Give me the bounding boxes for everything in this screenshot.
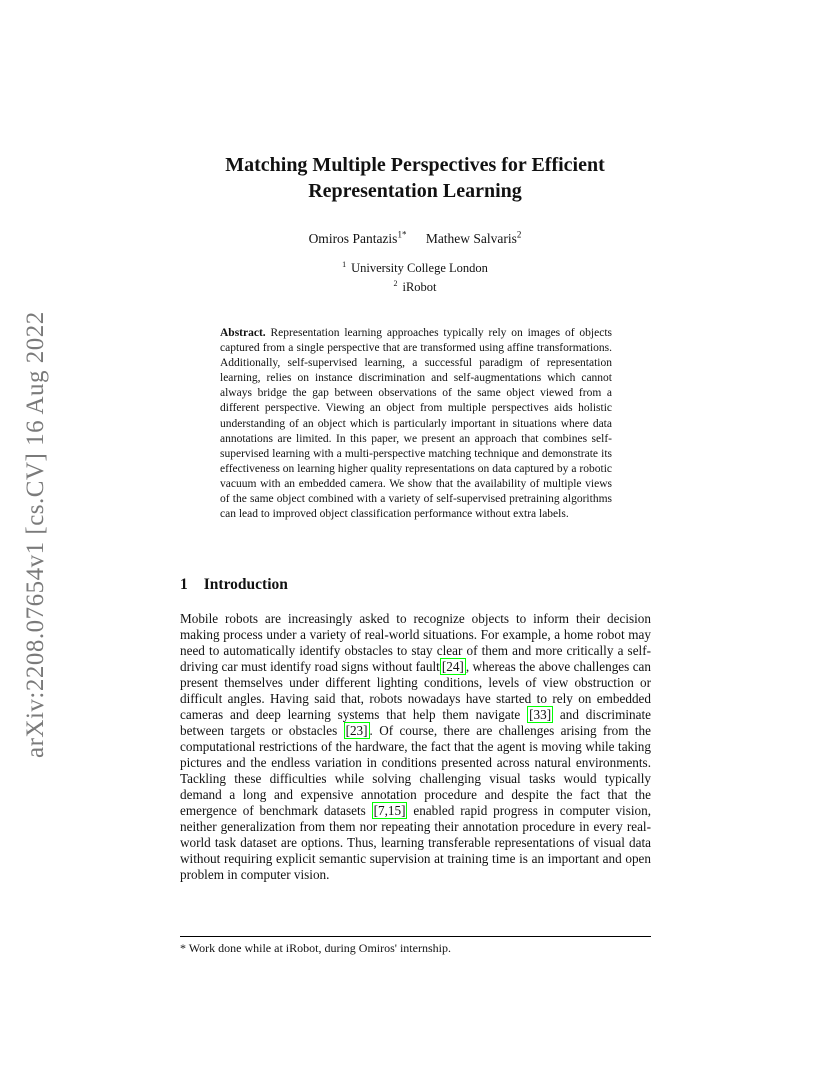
affiliation-2-name: iRobot xyxy=(402,280,437,295)
abstract xyxy=(220,326,612,522)
body-text-2: , whereas the above challenges can present themselves under different lighting conditions, levels of view obstruction or difficult angles. Having said that, robots nowadays have started to rely on embedded cameras and deep learning systems that help them navigate xyxy=(180,659,651,722)
citation-link[interactable]: [7,15] xyxy=(373,803,406,818)
body-text-4: . Of course, there are challenges arising from the computational restrictions of the hardware, the fact that the agent is moving while taking pictures and the endless variation in conditions presented across natural environments. Tackling these difficulties while solving challenging visual tasks would typically demand a long and expensive annotation procedure and despite the fact that the emergence of benchmark datasets xyxy=(180,723,651,818)
author-2-name: Mathew Salvaris xyxy=(425,230,517,246)
body-text-3: and discriminate between targets or obstacles xyxy=(180,707,651,738)
affiliation-2 xyxy=(180,276,650,295)
title-line-1: Matching Multiple Perspectives for Efficient xyxy=(225,154,605,176)
author-1 xyxy=(309,231,407,246)
affiliation-1-mark: 1 xyxy=(342,260,347,269)
author-2 xyxy=(426,231,522,246)
title-line-2: Representation Learning xyxy=(308,180,522,202)
citation-link[interactable]: [33] xyxy=(529,707,552,722)
body-text-1: Mobile robots are increasingly asked to recognize objects to inform their decision making process under a variety of real-world situations. For example, a home robot may need to automatically identify obstacles to stay clear of them and more critically a self-driving car must identify road signs without fault xyxy=(180,611,651,674)
section-title: Introduction xyxy=(203,576,288,593)
affiliation-2-mark: 2 xyxy=(393,279,398,289)
author-list xyxy=(180,229,650,247)
citation-link[interactable]: [24] xyxy=(441,659,464,674)
affiliation-list xyxy=(180,257,650,295)
author-2-mark: 2 xyxy=(516,229,522,239)
affiliation-1 xyxy=(180,257,650,276)
author-1-mark: 1* xyxy=(397,229,407,239)
citation-link[interactable]: [23] xyxy=(345,723,368,738)
section-number: 1 xyxy=(180,576,188,593)
footnote: * Work done while at iRobot, during Omiros' internship. xyxy=(180,941,451,955)
author-1-name: Omiros Pantazis xyxy=(308,230,398,246)
introduction-paragraph xyxy=(180,611,651,883)
abstract-text: Representation learning approaches typically rely on images of objects captured from a single perspective that are transformed using affine transformations. Additionally, self-supervised learning, a successful paradigm of representation learning, relies on instance discrimination and self-augmentations which cannot always bridge the gap between observations of the same object viewed from a different perspective. Viewing an object from multiple perspectives aids holistic understanding of an object which is particularly important in situations where data annotations are limited. In this paper, we present an approach that combines self-supervised learning with a multi-perspective matching technique and demonstrate its effectiveness on learning higher quality representations on data captured by a robotic vacuum with an embedded camera. We show that the availability of multiple views of the same object combined with a variety of self-supervised pretraining algorithms can lead to improved object classification performance without extra labels. xyxy=(220,327,612,521)
body-text-5: enabled rapid progress in computer vision, neither generalization from them nor repeating their annotation procedure in every real-world task dataset are options. Thus, learning transferable representations of visual data without requiring explicit semantic supervision at training time is an important and open problem in computer vision. xyxy=(180,803,651,882)
footnote-divider xyxy=(180,936,651,937)
paper-title xyxy=(180,152,650,204)
arxiv-identifier: arXiv:2208.07654v1 [cs.CV] 16 Aug 2022 xyxy=(22,311,49,758)
abstract-label: Abstract. xyxy=(220,327,266,339)
affiliation-1-name: University College London xyxy=(351,261,488,276)
section-heading xyxy=(180,576,288,594)
